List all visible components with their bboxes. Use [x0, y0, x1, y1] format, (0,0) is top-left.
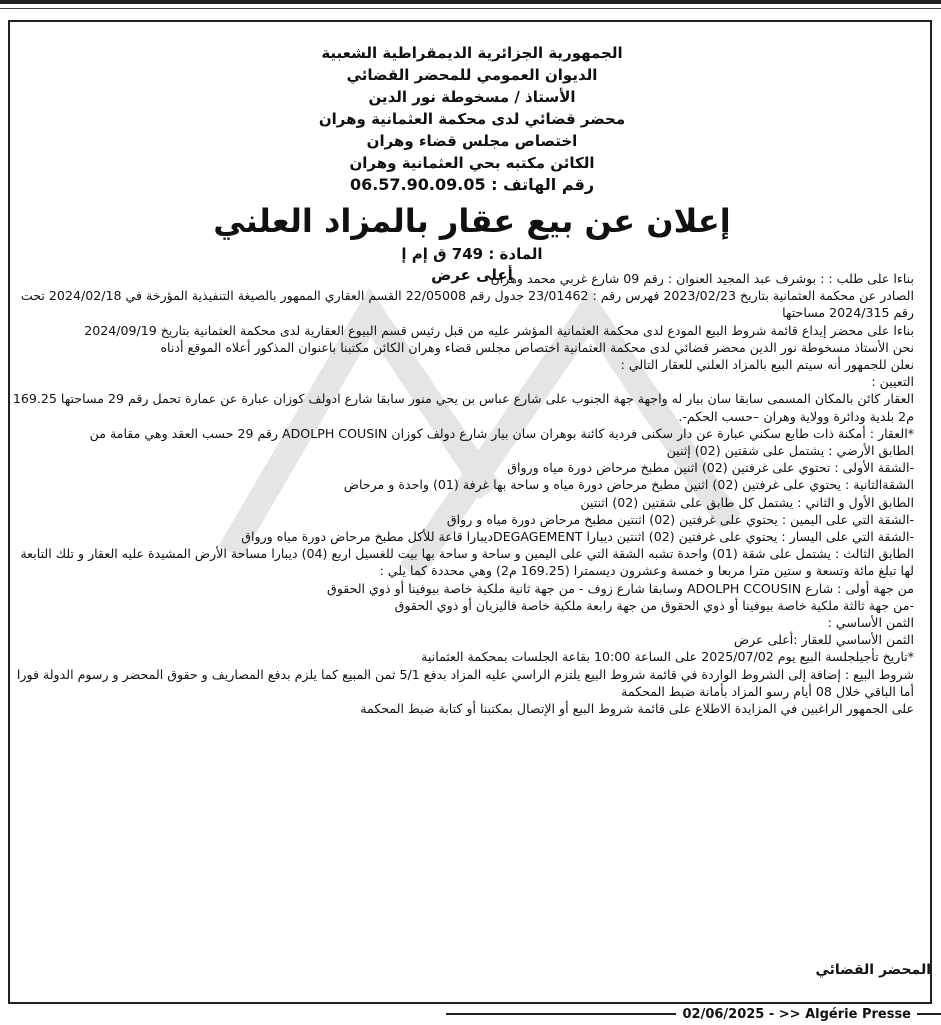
paragraph: نعلن للجمهور أنه سيتم البيع بالمزاد العلني للعقار التالي : — [620, 357, 914, 373]
header-phone: رقم الهاتف : 06.57.90.09.05 — [349, 175, 595, 194]
paragraph: الثمن الأساسي : — [827, 615, 914, 631]
article-reference: المادة : 749 ق إم إ — [401, 245, 543, 263]
paragraph: الصادر عن محكمة العثمانية بتاريخ 2023/02/23 فهرس رقم : 23/01462 جدول رقم 22/05008 القسم العقاري الممهور بالصيغة التنفيذية المؤرخة في 2024/02/18 تحت رقم 2024/315 مساحتها — [20, 288, 914, 321]
header-address: الكائن مكتبه بحي العثمانية وهران — [349, 154, 595, 172]
header-bailiff-name: الأستاذ / مسخوطة نور الدين — [368, 88, 576, 106]
paragraph: على الجمهور الراغبين في المزايدة الاطلاع على قائمة شروط البيع أو الإتصال بمكتبنا أو كتابة ضبط المحكمة — [360, 701, 914, 717]
paragraph: -من جهة ثالثة ملكية خاصة بيوفينا أو ذوي الحقوق من جهة رابعة ملكية خاصة فاليزيان أو ذوي الحقوق — [394, 597, 914, 613]
header-office: الديوان العمومي للمحضر القضائي — [346, 66, 598, 84]
paragraph: -الشقة التي على اليمين : يحتوي على غرفتين (02) اثنتين مطبخ مرحاض دورة مياه و رواق — [446, 511, 914, 527]
paragraph: الثمن الأساسي للعقار :أعلى عرض — [733, 632, 914, 648]
paragraph: *تاريخ تأجيلجلسة البيع يوم 2025/07/02 على الساعة 10:00 بقاعة الجلسات بمحكمة العثمانية — [421, 649, 914, 665]
paragraph: -الشقة الأولى : تحتوي على غرفتين (02) اثنين مطبخ مرحاض دورة مياه ورواق — [507, 460, 914, 476]
header-court: محضر قضائي لدى محكمة العثمانية وهران — [318, 110, 626, 128]
footer-source: 02/06/2025 - >> Algérie Presse — [682, 1006, 911, 1022]
paragraph: بناءا على محضر إيداع قائمة شروط البيع المودع لدى محكمة العثمانية المؤشر عليه من قبل رئيس قسم البيوع العقارية لدى محكمة العثمانية بتاريخ 2024/09/19 — [84, 322, 914, 338]
footer-rule-end — [917, 1013, 941, 1015]
paragraph: *العقار : أمكنة ذات طابع سكني عبارة عن دار سكنى فردية كائنة بوهران سان بيار شارع دولف كوزان ADOLPH COUSIN رقم 29 حسب العقد وهي مقامة من — [89, 425, 914, 441]
paragraph: نحن الأستاذ مسخوطة نور الدين محضر قضائي لدى محكمة العثمانية اختصاص مجلس قضاء وهران الكائن مكتبنا باعنوان المذكور أعلاه الموقع أدناه — [160, 339, 914, 355]
paragraph: الطابق الأرضي : يشتمل على شقتين (02) إثنين — [666, 443, 914, 459]
paragraph: الطابق الثالث : يشتمل على شقة (01) واحدة تشبه الشقة التي على اليمين و ساحة و ساحة بها بيت للغسيل اربع (04) ديبارا مساحة الأرض المشيدة عليه العقار و تلك التابعة لها تبلغ مائة وتسعة و ستين مترا مربعا و خمسة وعشرون ديسمترا (169.25 م2) وهي محددة كما يلي : — [20, 546, 914, 579]
header-jurisdiction: اختصاص مجلس قضاء وهران — [366, 132, 578, 150]
highest-offer-label: أعلى عرض — [431, 266, 513, 284]
paragraph: العقار كائن بالمكان المسمى سابقا سان بيار له واجهة جهة الجنوب على شارع عباس بن يحي منور سابقا شارع ادولف كوزان عبارة عن عمارة تحمل رقم 29 مساحتها 169.25 م2 بلدية ودائرة وولاية وهران –حسب الحكم-. — [12, 391, 914, 424]
paragraph: الطابق الأول و الثاني : يشتمل كل طابق على شقتين (02) اثنتين — [580, 494, 914, 510]
header-republic: الجمهورية الجزائرية الديمقراطية الشعبية — [321, 44, 623, 62]
paragraph: الشقةالثانية : يحتوي على غرفتين (02) اثنين مطبخ مرحاض دورة مياه و ساحة بها غرفة (01) واحدة و مرحاض — [343, 477, 914, 493]
paragraph: من جهة أولى : شارع ADOLPH CCOUSIN وسابقا شارع زوف - من جهة ثانية ملكية خاصة بيوفينا أو ذوي الحقوق — [326, 580, 914, 596]
footer — [0, 1004, 941, 1024]
top-rule-thin — [0, 8, 941, 9]
signature-label: المحضر القضائي — [815, 962, 931, 978]
top-rule — [0, 0, 941, 4]
paragraph: بناءا على طلب : : بوشرف عبد المجيد العنوان : رقم 09 شارع غربي محمد وهران — [490, 271, 914, 286]
paragraph: شروط البيع : إضافة إلى الشروط الواردة في قائمة شروط البيع يلتزم الراسي عليه المزاد بدفع 5/1 ثمن المبيع كما يلزم بدفع المصاريف و حقوق المحضر و رسوم الدولة فورا أما الباقي خلال 08 أيام رسو المزاد بأمانة ضبط المحكمة — [16, 666, 914, 699]
header-block — [10, 42, 934, 286]
notice-title: إعلان عن بيع عقار بالمزاد العلني — [213, 202, 731, 240]
paragraph: التعيين : — [871, 374, 914, 390]
paragraph: -الشقة التي على اليسار : يحتوي على غرفتين (02) اثنتين ديبارا DEGAGEMENTديبارا قاعة للأكل مطبخ مرحاض دورة مياه ورواق — [241, 529, 914, 545]
footer-rule — [446, 1013, 676, 1015]
notice-body — [8, 270, 914, 717]
